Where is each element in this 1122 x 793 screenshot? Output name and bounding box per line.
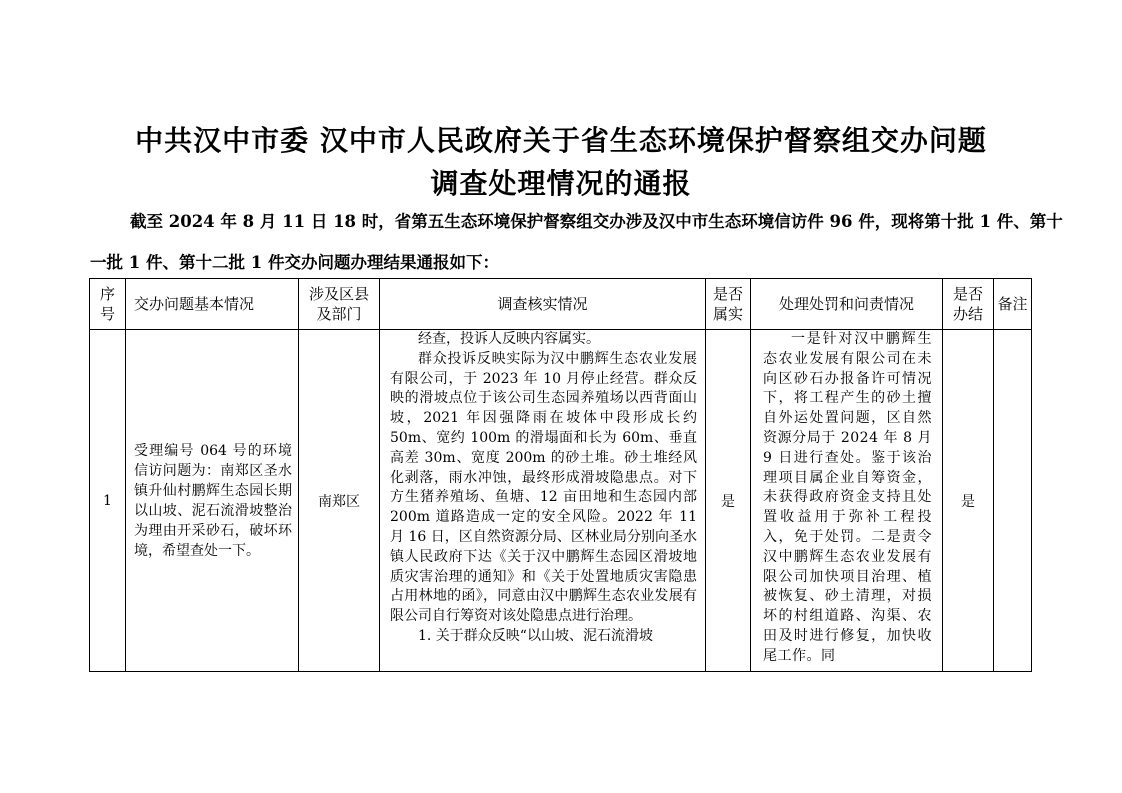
row-seq: 1 [90,330,126,672]
verification-paragraph: 群众投诉反映实际为汉中鹏辉生态农业发展有限公司，于 2023 年 10 月停止经营。群众反映的滑坡点位于该公司生态园养殖场以西背面山坡，2021 年因强降雨在坡体中段形成长约 50m、宽约 100m 的滑塌面和长为 60m、垂直高差 30m、宽度 200m 的砂土堆。砂土堆经风化剥落，雨水冲蚀，最终形成滑坡隐患点。对下方生猪养殖场、鱼塘、12 亩田地和生态园内部 200m 道路造成一定的安全风险。2022 年 11 月 16 日，区自然资源分局、区林业局分别向圣水镇人民政府下达《关于汉中鹏辉生态园区滑坡地质灾害治理的通知》和《关于处置地质灾害隐患占用林地的函》，同意由汉中鹏辉生态农业发展有限公司自行筹资对该处隐患点进行治理。 [390,350,697,625]
verification-paragraph: 1. 关于群众反映“以山坡、泥石流滑坡 [418,627,653,644]
table-row [90,330,1032,672]
title-line-2: 调查处理情况的通报 [430,167,692,200]
row-verification [380,330,705,671]
intro-paragraph-line-1: 截至 2024 年 8 月 11 日 18 时，省第五生态环境保护督察组交办涉及汉中市生态环境信访件 96 件，现将第十批 1 件、第十 [130,212,1063,231]
row-remarks [994,330,1032,672]
intro-paragraph-line-2: 一批 1 件、第十二批 1 件交办问题办理结果通报如下： [90,253,499,272]
row-summary: 受理编号 064 号的环境信访问题为：南郑区圣水镇升仙村鹏辉生态园长期以山坡、泥石流滑坡整治为理由开采砂石，破坏环境，希望查处一下。 [134,442,292,559]
header-district: 涉及区县及部门 [299,279,380,330]
verification-paragraph: 经查，投诉人反映内容属实。 [418,331,600,347]
row-concluded: 是 [943,330,994,672]
handling-paragraph: 一是针对汉中鹏辉生态农业发展有限公司在未向区砂石办报备许可情况下，将工程产生的砂土擅自外运处置问题，区自然资源分局于 2024 年 8 月 9 日进行查处。鉴于该治理项目属企业自筹资金，未获得政府资金支持且处置收益用于弥补工程投入，免于处罚。二是责令汉中鹏辉生态农业发展有限公司加快项目治理、植被恢复、砂土清理，对损坏的村组道路、沟渠、农田及时进行修复，加快收尾工作。同 [763,331,932,664]
row-summary-cell [126,330,299,672]
row-district: 南郑区 [299,330,380,672]
row-is-true: 是 [706,330,751,672]
table-header-row [90,279,1032,330]
row-handling-cell [751,330,943,672]
row-handling [751,330,942,671]
header-concluded: 是否办结 [943,279,994,330]
report-table [89,278,1032,672]
title-line-1: 中共汉中市委 汉中市人民政府关于省生态环境保护督察组交办问题 [135,124,987,157]
header-handling: 处理处罚和问责情况 [751,279,943,330]
header-verification: 调查核实情况 [380,279,706,330]
header-is-true: 是否属实 [706,279,751,330]
header-remarks: 备注 [994,279,1032,330]
header-summary: 交办问题基本情况 [126,279,299,330]
header-seq: 序号 [90,279,126,330]
row-verification-cell [380,330,706,672]
